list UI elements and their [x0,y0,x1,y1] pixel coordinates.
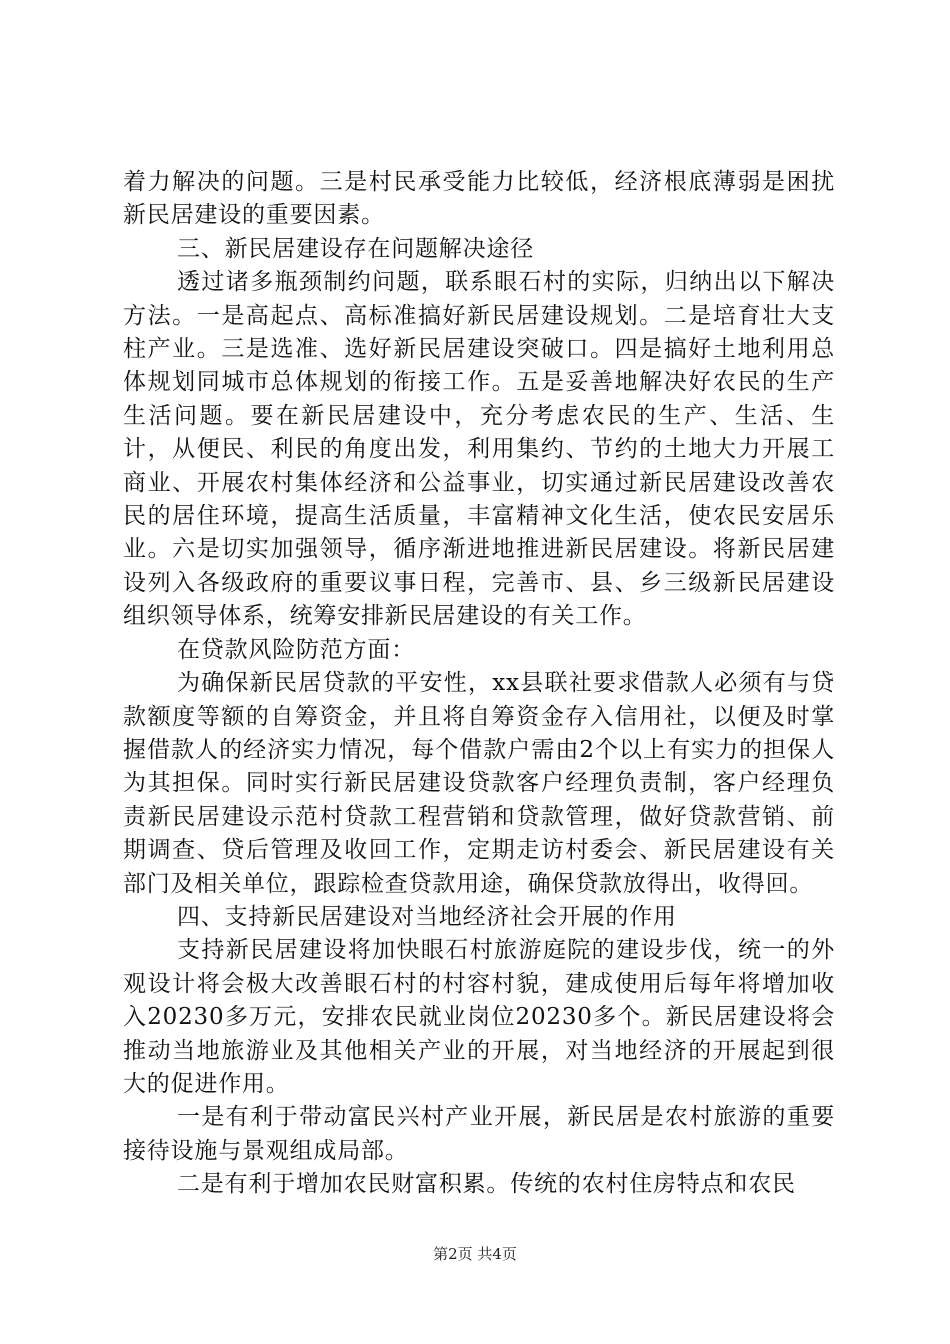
section-heading-3: 三、新民居建设存在问题解决途径 [177,235,534,262]
paragraph-economic-effect: 支持新民居建设将加快眼石村旅游庭院的建设步伐，统一的外观设计将会极大改善眼石村的村容村貌，建成使用后每年将增加收入20230多万元，安排农民就业岗位20230多个。新民居建设将会推动当地旅游业及其他相关产业的开展，对当地经济的开展起到很大的促进作用。 [123,937,835,1097]
paragraph-point-one: 一是有利于带动富民兴村产业开展，新民居是农村旅游的重要接待设施与景观组成局部。 [123,1104,835,1164]
paragraph-solutions: 透过诸多瓶颈制约问题，联系眼石村的实际，归纳出以下解决方法。一是高起点、高标准搞好新民居建设规划。二是培育壮大支柱产业。三是选准、选好新民居建设突破口。四是搞好土地利用总体规划同城市总体规划的衔接工作。五是妥善地解决好农民的生产生活问题。要在新民居建设中，充分考虑农民的生产、生活、生计，从便民、利民的角度出发，利用集约、节约的土地大力开展工商业、开展农村集体经济和公益事业，切实通过新民居建设改善农民的居住环境，提高生活质量，丰富精神文化生活，使农民安居乐业。六是切实加强领导，循序渐进地推进新民居建设。将新民居建设列入各级政府的重要议事日程，完善市、县、乡三级新民居建设组织领导体系，统筹安排新民居建设的有关工作。 [123,269,835,630]
subheading-risk-prevention: 在贷款风险防范方面： [177,636,415,663]
paragraph-continuation: 着力解决的问题。三是村民承受能力比较低，经济根底薄弱是困扰新民居建设的重要因素。 [123,169,835,229]
document-body [123,166,835,1202]
section-heading-4: 四、支持新民居建设对当地经济社会开展的作用 [177,903,677,930]
paragraph-loan-safety: 为确保新民居贷款的平安性，xx县联社要求借款人必须有与贷款额度等额的自筹资金，并且将自筹资金存入信用社，以便及时掌握借款人的经济实力情况，每个借款户需由2个以上有实力的担保人为其担保。同时实行新民居建设贷款客户经理负责制，客户经理负责新民居建设示范村贷款工程营销和贷款管理，做好贷款营销、前期调查、贷后管理及收回工作，定期走访村委会、新民居建设有关部门及相关单位，跟踪检查贷款用途，确保贷款放得出，收得回。 [123,670,835,897]
page-number-footer: 第2页 共4页 [433,1245,517,1263]
paragraph-point-two: 二是有利于增加农民财富积累。传统的农村住房特点和农民 [177,1171,796,1198]
